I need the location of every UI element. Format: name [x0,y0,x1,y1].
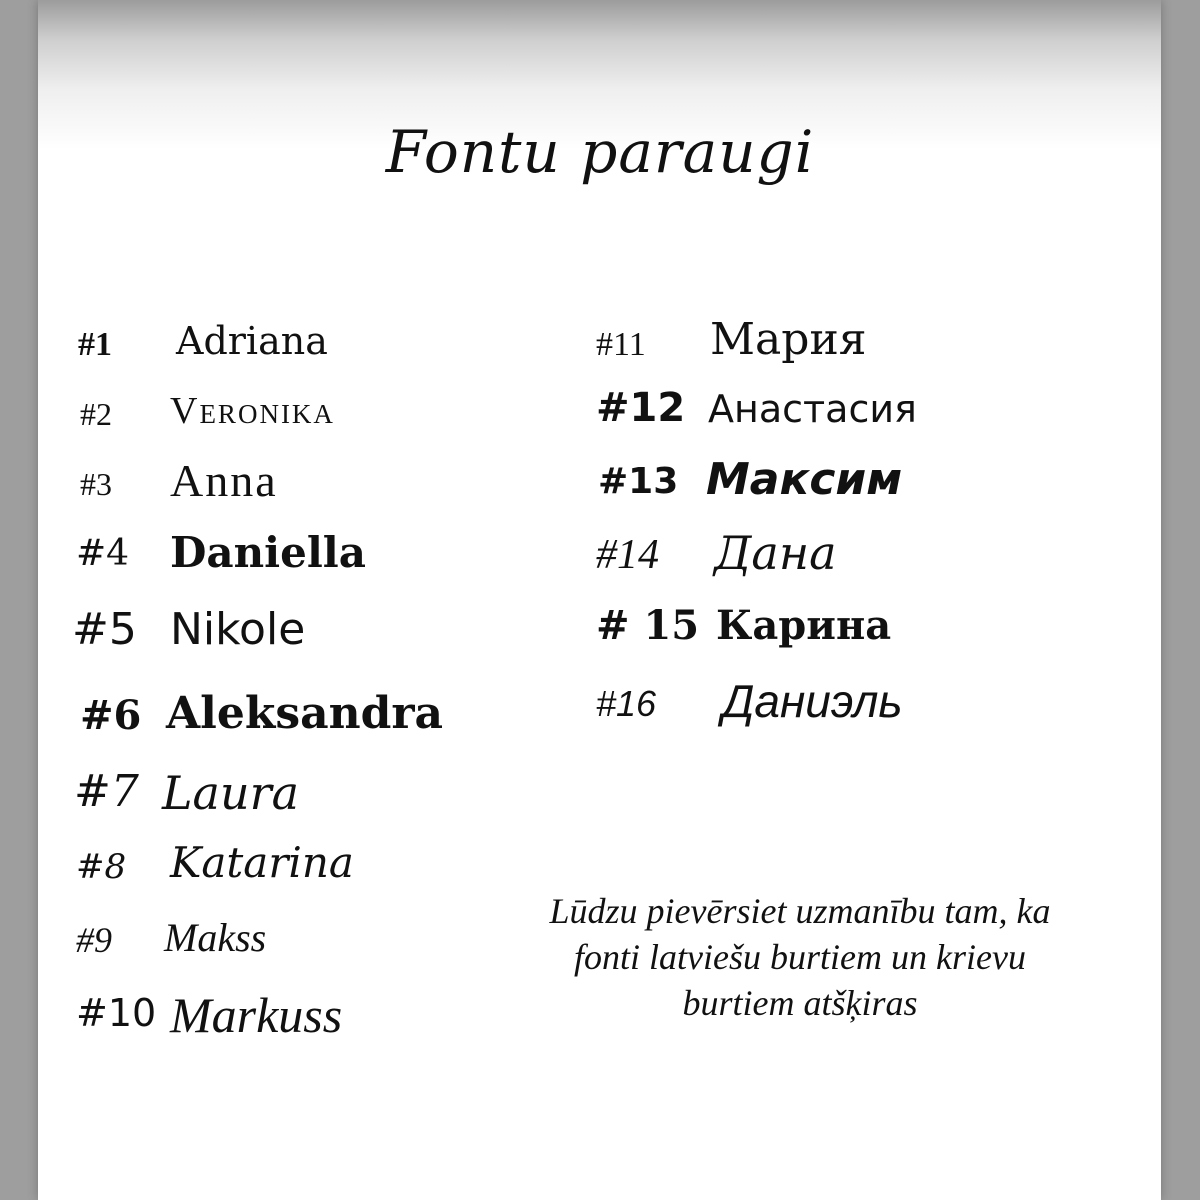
font-sample-number: #8 [76,847,127,887]
font-sample-name: Дана [714,526,837,580]
font-sample-number: #5 [72,604,137,655]
font-sample-name: Katarina [170,838,354,887]
font-sample-number: #4 [76,533,130,574]
font-sample-name: Карина [716,602,892,649]
font-sample-name: Aleksandra [166,688,444,739]
font-sample-name: Laura [162,766,300,820]
font-sample-number: #3 [80,466,112,502]
font-sample-number: #2 [80,396,112,432]
font-sample-name: Anna [170,455,278,506]
font-sample-name: Daniella [170,528,366,577]
font-sample-number: #10 [76,991,157,1035]
font-sample-name: Мария [710,314,867,365]
font-difference-note [470,888,1130,1026]
font-sample-name: Markuss [170,987,343,1043]
font-sample-name: Veronika [170,390,335,432]
note-line: fonti latviešu burtiem un krievu [574,937,1026,977]
note-line: Lūdzu pievērsiet uzmanību tam, ka [549,891,1051,931]
font-sample-number: #14 [596,532,659,578]
font-sample-number: #9 [76,920,112,960]
font-sample-number: # 15 [596,602,700,649]
font-sample-name: Даниэль [722,675,903,727]
font-sample-name: Nikole [170,604,306,655]
font-sample-number: #1 [78,326,112,363]
font-sample-number: #7 [74,766,139,817]
page-title: Fontu paraugi [385,118,815,186]
font-sample-name: Максим [706,454,903,505]
font-sample-number: #6 [80,692,142,739]
font-sample-number: #12 [596,385,686,431]
note-line: burtiem atšķiras [682,983,918,1023]
font-sample-number: #11 [596,326,646,363]
font-sample-name: Adriana [176,319,328,363]
font-sample-number: #16 [596,683,657,724]
font-sample-name: Анастасия [708,387,917,431]
font-sample-name: Makss [164,915,267,960]
font-sample-number: #13 [598,461,679,502]
